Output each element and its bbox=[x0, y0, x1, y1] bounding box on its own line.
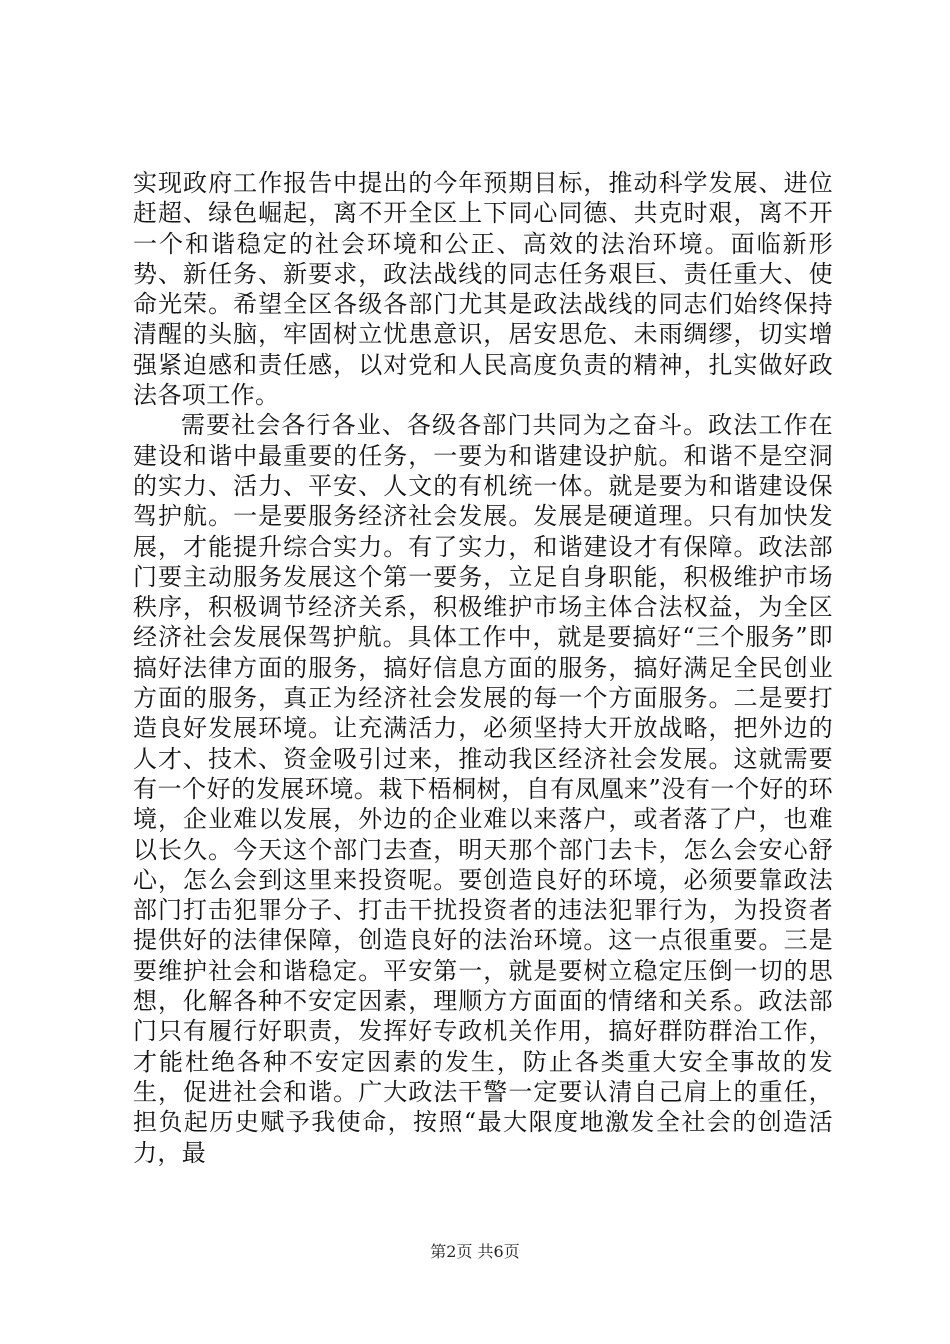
paragraph-1: 实现政府工作报告中提出的今年预期目标，推动科学发展、进位赶超、绿色崛起，离不开全区上下同心同德、共克时艰，离不开一个和谐稳定的社会环境和公正、高效的法治环境。面临新形势、新任务、新要求，政法战线的同志任务艰巨、责任重大、使命光荣。希望全区各级各部门尤其是政法战线的同志们始终保持清醒的头脑，牢固树立忧患意识，居安思危、未雨绸缪，切实增强紧迫感和责任感，以对党和人民高度负责的精神，扎实做好政法各项工作。 bbox=[133, 169, 833, 410]
paragraph-2: 需要社会各行各业、各级各部门共同为之奋斗。政法工作在建设和谐中最重要的任务，一要为和谐建设护航。和谐不是空洞的实力、活力、平安、人文的有机统一体。就是要为和谐建设保驾护航。一是要服务经济社会发展。发展是硬道理。只有加快发展，才能提升综合实力。有了实力，和谐建设才有保障。政法部门要主动服务发展这个第一要务，立足自身职能，积极维护市场秩序，积极调节经济关系，积极维护市场主体合法权益，为全区经济社会发展保驾护航。具体工作中，就是要搞好“三个服务”即搞好法律方面的服务，搞好信息方面的服务，搞好满足全民创业方面的服务，真正为经济社会发展的每一个方面服务。二是要打造良好发展环境。让充满活力，必须坚持大开放战略，把外边的人才、技术、资金吸引过来，推动我区经济社会发展。这就需要有一个好的发展环境。栽下梧桐树，自有凤凰来”没有一个好的环境，企业难以发展，外边的企业难以来落户，或者落了户，也难以长久。今天这个部门去查，明天那个部门去卡，怎么会安心舒心，怎么会到这里来投资呢。要创造良好的环境，必须要靠政法部门打击犯罪分子、打击干扰投资者的违法犯罪行为，为投资者提供好的法律保障，创造良好的法治环境。这一点很重要。三是要维护社会和谐稳定。平安第一，就是要树立稳定压倒一切的思想，化解各种不安定因素，理顺方方面面的情绪和关系。政法部门只有履行好职责，发挥好专政机关作用，搞好群防群治工作，才能杜绝各种不安定因素的发生，防止各类重大安全事故的发生，促进社会和谐。广大政法干警一定要认清自己肩上的重任，担负起历史赋予我使命，按照“最大限度地激发全社会的创造活力，最 bbox=[133, 411, 833, 1167]
page-number-footer: 第2页 共6页 bbox=[430, 1242, 520, 1261]
document-body bbox=[133, 168, 833, 1168]
